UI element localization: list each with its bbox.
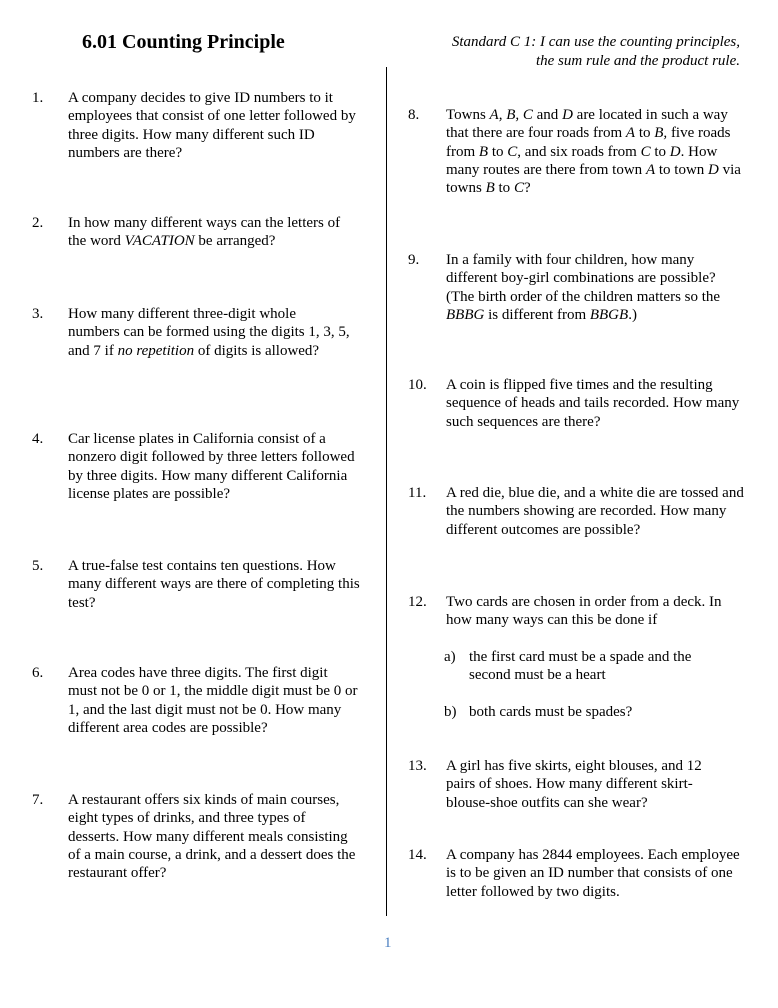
problem-text: In a family with four children, how many different boy-girl combinations are possible? (The birth order of the children matters so the BBBG is different from BBGB.) [446,252,721,323]
problem-number: 1. [32,90,44,106]
problem-number: 8. [408,107,420,123]
problem-number: 9. [408,252,420,268]
problem-number: 12. [408,594,427,610]
problem-text: A girl has five skirts, eight blouses, and 12 pairs of shoes. How many different skirt-blouse-shoe outfits can she wear? [446,758,702,811]
part-text: both cards must be spades? [469,704,633,720]
problem-text: A company decides to give ID numbers to it employees that consist of one letter followed by three digits. How many different such ID numbers are there? [68,90,356,161]
problem-text: A coin is flipped five times and the resulting sequence of heads and tails recorded. How many such sequences are there? [446,377,740,430]
problem-text: How many different three-digit whole numbers can be formed using the digits 1, 3, 5, and 7 if no repetition of digits is allowed? [68,306,350,359]
problem-number: 5. [32,558,44,574]
problem-text: A restaurant offers six kinds of main courses, eight types of drinks, and three types of desserts. How many different meals consisting of a main course, a drink, and a dessert does the restaurant offer? [68,792,356,882]
standard-statement [452,33,740,71]
part-text: the first card must be a spade and the second must be a heart [469,649,692,684]
problem-text: In how many different ways can the letters of the word VACATION be arranged? [68,215,341,250]
problem-number: 14. [408,847,427,863]
problem-text: Two cards are chosen in order from a deck. In how many ways can this be done if [446,594,722,629]
problem-text: Car license plates in California consist of a nonzero digit followed by three letters followed by three digits. How many different California license plates are possible? [68,431,355,502]
problem-number: 7. [32,792,44,808]
problem-number: 10. [408,377,427,393]
problem-text: Area codes have three digits. The first digit must not be 0 or 1, the middle digit must be 0 or 1, and the last digit must not be 0. How many different area codes are possible? [68,665,358,736]
problem-number: 11. [408,485,427,501]
problem-text: A true-false test contains ten questions. How many different ways are there of completing this test? [68,558,360,611]
page-title: 6.01 Counting Principle [82,31,285,53]
problem-number: 2. [32,215,44,231]
problem-number: 4. [32,431,44,447]
problem-text: A red die, blue die, and a white die are tossed and the numbers showing are recorded. How many different outcomes are possible? [446,485,744,538]
standard-line-2: the sum rule and the product rule. [535,52,740,69]
part-label: a) [444,649,456,665]
problem-text: A company has 2844 employees. Each employee is to be given an ID number that consists of one letter followed by two digits. [446,847,740,900]
column-divider [386,67,387,916]
problem-text: Towns A, B, C and D are located in such a way that there are four roads from A to B, five roads from B to C, and six roads from C to D. How many routes are there from town A to town D via towns B to C? [446,107,741,197]
problem-number: 13. [408,758,427,774]
problem-number: 3. [32,306,44,322]
part-label: b) [444,704,457,720]
problem-number: 6. [32,665,44,681]
standard-line-1: Standard C 1: I can use the counting principles, [451,34,740,50]
page-number: 1 [384,935,392,951]
